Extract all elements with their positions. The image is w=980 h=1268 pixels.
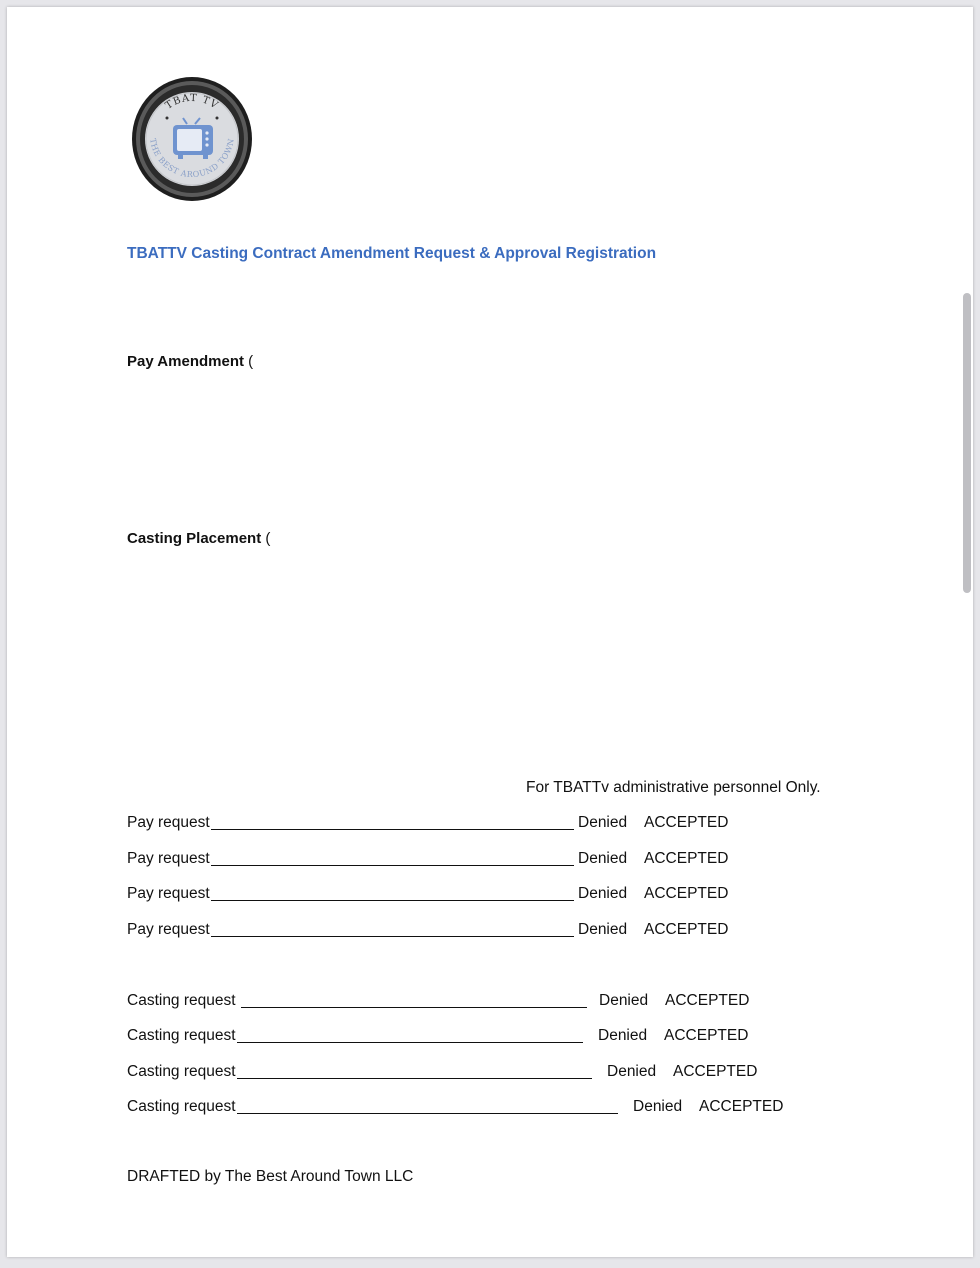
pay-request-label: Pay request (127, 885, 210, 902)
casting-request-label: Casting request (127, 1027, 236, 1044)
denied-option[interactable]: Denied (633, 1098, 683, 1115)
casting-request-label: Casting request (127, 1063, 236, 1080)
pay-request-label: Pay request (127, 850, 210, 867)
pay-request-blank[interactable] (211, 829, 574, 830)
logo-graphic (130, 75, 254, 203)
denied-option[interactable]: Denied (578, 850, 628, 867)
denied-option[interactable]: Denied (607, 1063, 657, 1080)
denied-option[interactable]: Denied (578, 885, 628, 902)
pay-request-label: Pay request (127, 814, 210, 831)
casting-request-label: Casting request (127, 1098, 236, 1115)
pay-request-label: Pay request (127, 921, 210, 938)
pay-request-blank[interactable] (211, 900, 574, 901)
logo-top-text: TBAT TV (163, 92, 221, 112)
pay-amendment-heading (127, 353, 253, 370)
accepted-option[interactable]: ACCEPTED (699, 1098, 784, 1115)
casting-request-blank[interactable] (237, 1078, 592, 1079)
denied-option[interactable]: Denied (578, 921, 628, 938)
document-title: TBATTV Casting Contract Amendment Request & Approval Registration (127, 245, 657, 262)
casting-placement-paren: ( (265, 530, 271, 547)
accepted-option[interactable]: ACCEPTED (644, 921, 729, 938)
casting-placement-heading (127, 530, 270, 547)
denied-option[interactable]: Denied (578, 814, 628, 831)
pay-request-blank[interactable] (211, 936, 574, 937)
pay-amendment-paren: ( (248, 353, 254, 370)
accepted-option[interactable]: ACCEPTED (644, 885, 729, 902)
drafted-by-footer: DRAFTED by The Best Around Town LLC (127, 1168, 414, 1185)
accepted-option[interactable]: ACCEPTED (644, 850, 729, 867)
accepted-option[interactable]: ACCEPTED (644, 814, 729, 831)
denied-option[interactable]: Denied (599, 992, 649, 1009)
accepted-option[interactable]: ACCEPTED (665, 992, 750, 1009)
tbat-tv-logo (130, 75, 254, 203)
casting-request-blank[interactable] (237, 1042, 583, 1043)
document-page (7, 7, 973, 1257)
pay-request-blank[interactable] (211, 865, 574, 866)
logo-bottom-text: THE BEST AROUND TOWN (148, 137, 236, 180)
casting-request-blank[interactable] (237, 1113, 618, 1114)
denied-option[interactable]: Denied (598, 1027, 648, 1044)
casting-request-label: Casting request (127, 992, 236, 1009)
casting-placement-label: Casting Placement (127, 530, 262, 547)
accepted-option[interactable]: ACCEPTED (673, 1063, 758, 1080)
pay-amendment-label: Pay Amendment (127, 353, 244, 370)
casting-request-blank[interactable] (241, 1007, 587, 1008)
admin-only-note: For TBATTv administrative personnel Only. (526, 779, 821, 796)
accepted-option[interactable]: ACCEPTED (664, 1027, 749, 1044)
vertical-scrollbar[interactable] (963, 293, 971, 593)
